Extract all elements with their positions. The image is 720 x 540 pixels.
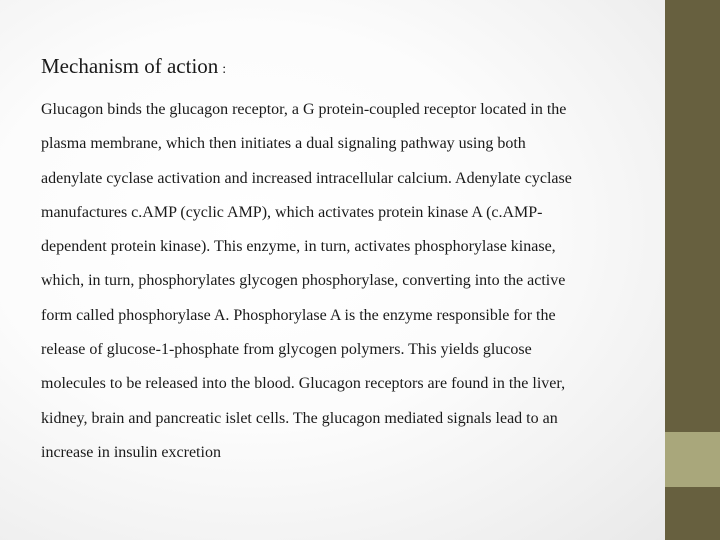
body-line: plasma membrane, which then initiates a dual signaling pathway using both (41, 135, 526, 153)
slide-title (41, 53, 226, 83)
side-bar-lower-block (665, 487, 720, 540)
body-line: increase in insulin excretion (41, 443, 221, 461)
body-line: molecules to be released into the blood. Glucagon receptors are found in the liver, (41, 375, 566, 393)
body-line: release of glucose-1-phosphate from glycogen polymers. This yields glucose (41, 341, 532, 359)
body-line: Glucagon binds the glucagon receptor, a G protein-coupled receptor located in the (41, 101, 567, 118)
body-line: kidney, brain and pancreatic islet cells. The glucagon mediated signals lead to an (41, 409, 558, 427)
side-bar-accent-block (665, 432, 720, 487)
side-bar-upper-block (665, 0, 720, 432)
slide-title-text: Mechanism of action (41, 54, 219, 78)
body-line: adenylate cyclase activation and increased intracellular calcium. Adenylate cyclase (41, 169, 572, 187)
body-line: which, in turn, phosphorylates glycogen phosphorylase, converting into the active (41, 272, 566, 290)
body-line: dependent protein kinase). This enzyme, in turn, activates phosphorylase kinase, (41, 238, 556, 256)
slide-body (41, 93, 641, 470)
body-line: manufactures c.AMP (cyclic AMP), which activates protein kinase A (c.AMP- (41, 203, 543, 221)
decorative-side-bar (665, 0, 720, 540)
body-line: form called phosphorylase A. Phosphorylase A is the enzyme responsible for the (41, 306, 556, 324)
slide-title-colon: : (222, 62, 227, 77)
